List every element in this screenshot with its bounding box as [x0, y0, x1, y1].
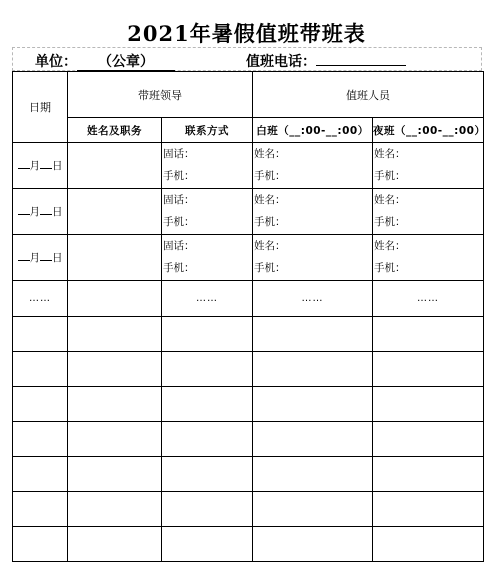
table-row — [13, 189, 484, 235]
unit-field — [35, 51, 175, 71]
header-row-sub — [13, 118, 484, 143]
ellipsis-cell: …… — [373, 281, 484, 317]
leader-contact-cell: 固话： 手机： — [162, 235, 253, 281]
phone-label: 值班电话： — [246, 54, 316, 70]
leader-header: 带班领导 — [68, 72, 253, 118]
blank-row — [13, 352, 484, 387]
duty-table — [12, 71, 484, 562]
blank-row — [13, 527, 484, 562]
table-row — [13, 143, 484, 189]
night-shift-cell: 姓名： 手机： — [373, 235, 484, 281]
table-row — [13, 235, 484, 281]
night-shift-cell: 姓名： 手机： — [373, 143, 484, 189]
ellipsis-cell: …… — [13, 281, 68, 317]
ellipsis-cell: …… — [162, 281, 253, 317]
blank-row — [13, 317, 484, 352]
phone-field — [246, 51, 406, 71]
staff-header: 值班人员 — [253, 72, 484, 118]
date-cell: 月 日 — [13, 235, 68, 281]
leader-name-cell — [68, 189, 162, 235]
night-shift-cell: 姓名： 手机： — [373, 189, 484, 235]
day-shift-cell: 姓名： 手机： — [253, 235, 373, 281]
day-shift-col-header: 白班（__:00-__:00） — [253, 118, 373, 143]
info-row — [12, 47, 482, 71]
header-row-main — [13, 72, 484, 118]
day-shift-cell: 姓名： 手机： — [253, 189, 373, 235]
date-cell: 月 日 — [13, 143, 68, 189]
unit-value: （公章） — [77, 54, 175, 71]
blank-row — [13, 387, 484, 422]
leader-contact-cell: 固话： 手机： — [162, 143, 253, 189]
leader-name-cell — [68, 235, 162, 281]
phone-blank — [316, 65, 406, 66]
date-header: 日期 — [13, 72, 68, 143]
leader-name-cell — [68, 143, 162, 189]
blank-row — [13, 457, 484, 492]
ellipsis-cell: …… — [253, 281, 373, 317]
date-cell: 月 日 — [13, 189, 68, 235]
blank-row — [13, 422, 484, 457]
day-shift-cell: 姓名： 手机： — [253, 143, 373, 189]
leader-contact-cell: 固话： 手机： — [162, 189, 253, 235]
leader-name-col-header: 姓名及职务 — [68, 118, 162, 143]
leader-contact-col-header: 联系方式 — [162, 118, 253, 143]
empty-cell — [68, 281, 162, 317]
unit-label: 单位： — [35, 54, 77, 70]
blank-row — [13, 492, 484, 527]
night-shift-col-header: 夜班（__:00-__:00） — [373, 118, 484, 143]
ellipsis-row — [13, 281, 484, 317]
document-title: 2021年暑假值班带班表 — [127, 21, 366, 46]
